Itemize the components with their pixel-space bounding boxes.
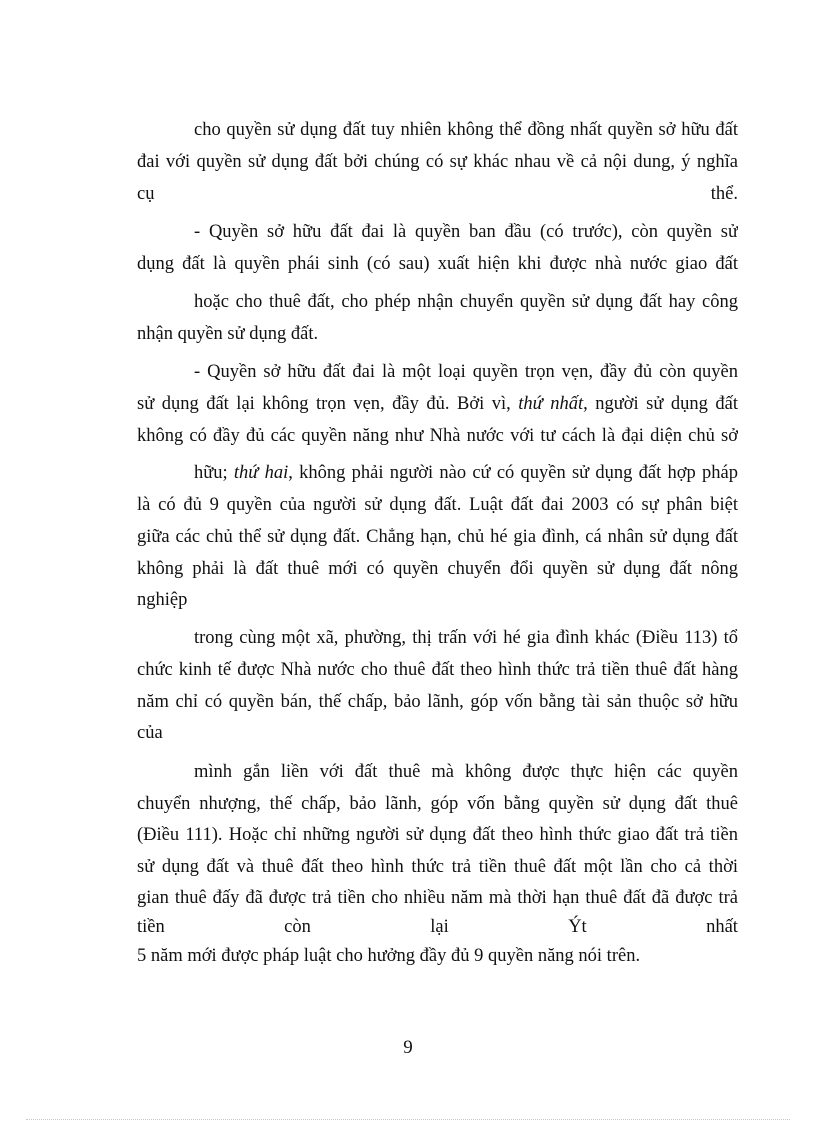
- text-line-11: [194, 461, 738, 485]
- text-line-6: hoặc cho thuê đất, cho phép nhận chuyển quyền sử dụng đất hay công: [194, 292, 738, 312]
- text-line-21: chuyển nhượng, thế chấp, bảo lãnh, góp vốn bằng quyền sử dụng đất thuê: [137, 794, 738, 814]
- text-line-18: năm chỉ có quyền bán, thế chấp, bảo lãnh, góp vốn bằng tài sản thuộc sở hữu: [137, 692, 738, 712]
- page-number: 9: [403, 1037, 413, 1058]
- text-line-8: - Quyền sở hữu đất đai là một loại quyền trọn vẹn, đầy đủ còn quyền: [194, 362, 738, 382]
- text-word: còn: [284, 917, 311, 937]
- text-word: tiền: [137, 917, 165, 937]
- page-bottom-divider: [26, 1119, 790, 1120]
- text-line-9: [137, 392, 738, 416]
- text-line-1: cho quyền sử dụng đất tuy nhiên không thể đồng nhất quyền sở hữu đất: [194, 120, 738, 140]
- text-line-13: giữa các chủ thể sử dụng đất. Chẳng hạn, chủ hé gia đình, cá nhân sử dụng đất: [137, 527, 738, 547]
- text-line-16: trong cùng một xã, phường, thị trấn với hé gia đình khác (Điều 113) tổ: [194, 628, 738, 648]
- text-segment: , không phải người nào cứ có quyền sử dụng đất hợp pháp: [288, 463, 738, 483]
- text-line-10: không có đầy đủ các quyền năng như Nhà nước với tư cách là đại diện chủ sở: [137, 426, 738, 446]
- text-line-5: dụng đất là quyền phái sinh (có sau) xuất hiện khi được nhà nước giao đất: [137, 254, 738, 274]
- text-line-20: mình gắn liền với đất thuê mà không được thực hiện các quyền: [194, 762, 738, 782]
- text-line-24: gian thuê đấy đã được trả tiền cho nhiều năm mà thời hạn thuê đất đã được trả: [137, 888, 738, 908]
- text-line-12: là có đủ 9 quyền của người sử dụng đất. Luật đất đai 2003 có sự phân biệt: [137, 495, 738, 515]
- text-segment: , người sử dụng đất: [583, 394, 738, 414]
- text-line-22: (Điều 111). Hoặc chỉ những người sử dụng đất theo hình thức giao đất trả tiền: [137, 825, 738, 845]
- emphasis-text: thứ hai: [233, 463, 289, 483]
- text-line-7: nhận quyền sử dụng đất.: [137, 324, 319, 344]
- text-line-23: sử dụng đất và thuê đất theo hình thức trả tiền thuê đất một lần cho cả thời: [137, 857, 738, 877]
- text-line-15: nghiệp: [137, 590, 188, 610]
- text-line-2: đai với quyền sử dụng đất bởi chúng có sự khác nhau về cả nội dung, ý nghĩa: [137, 152, 738, 172]
- text-segment: hữu;: [194, 463, 234, 483]
- text-line-19: của: [137, 723, 163, 743]
- text-line-3: [137, 182, 738, 206]
- emphasis-text: thứ nhất: [518, 394, 584, 414]
- text-word: cụ: [137, 184, 155, 204]
- text-word: thể.: [710, 184, 738, 204]
- text-line-25: [137, 915, 738, 939]
- text-word: Ýt: [568, 917, 587, 937]
- text-segment: sử dụng đất lại không trọn vẹn, đầy đủ. Bởi vì,: [137, 394, 519, 414]
- text-word: lại: [430, 917, 449, 937]
- text-line-26: 5 năm mới được pháp luật cho hưởng đầy đủ 9 quyền năng nói trên.: [137, 946, 641, 966]
- text-word: nhất: [706, 917, 738, 937]
- text-line-14: không phải là đất thuê mới có quyền chuyển đổi quyền sử dụng đất nông: [137, 559, 738, 579]
- text-line-4: - Quyền sở hữu đất đai là quyền ban đầu (có trước), còn quyền sử: [194, 222, 738, 242]
- text-line-17: chức kinh tế được Nhà nước cho thuê đất theo hình thức trả tiền thuê đất hàng: [137, 660, 738, 680]
